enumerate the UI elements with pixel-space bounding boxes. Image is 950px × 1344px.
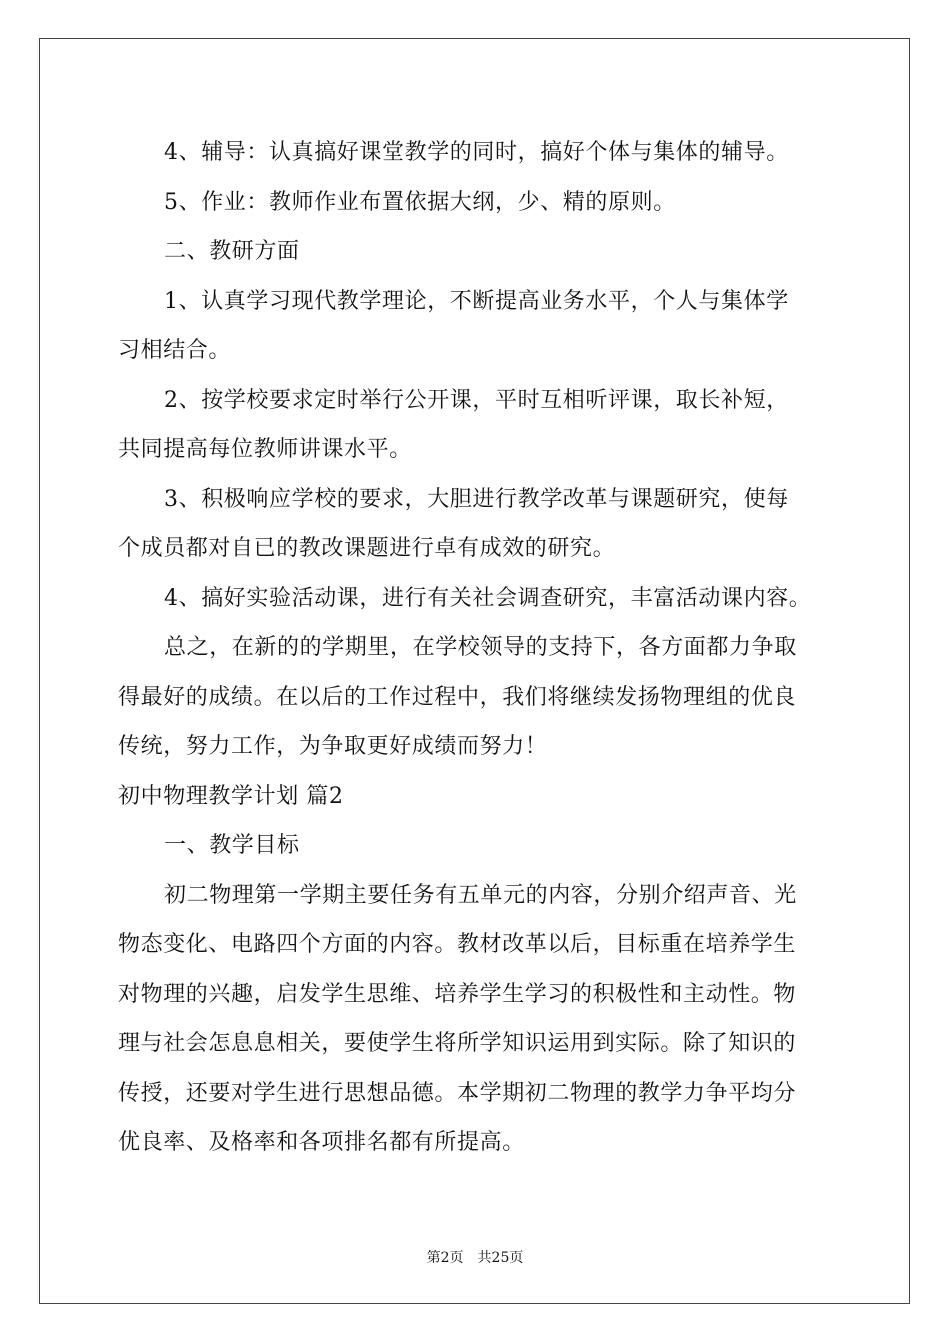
page-number: 第2页 共25页 <box>426 1250 524 1266</box>
paragraph-line: 4、辅导：认真搞好课堂教学的同时，搞好个体与集体的辅导。 <box>164 140 789 165</box>
document-body <box>118 128 834 1168</box>
paragraph-line: 习相结合。 <box>118 338 232 363</box>
paragraph-line: 4、搞好实验活动课，进行有关社会调查研究，丰富活动课内容。 <box>164 585 812 611</box>
paragraph-line: 总之，在新的的学期里，在学校领导的支持下，各方面都力争取 <box>164 635 797 660</box>
paragraph-line: 5、作业：教师作业布置依据大纲，少、精的原则。 <box>164 189 676 215</box>
paragraph-line: 初二物理第一学期主要任务有五单元的内容，分别介绍声音、光 <box>164 882 797 908</box>
section-heading: 一、教学目标 <box>164 833 300 858</box>
paragraph-line: 得最好的成绩。在以后的工作过程中，我们将继续发扬物理组的优良 <box>118 684 797 710</box>
paragraph-line: 传授，还要对学生进行思想品德。本学期初二物理的教学力争平均分 <box>118 1080 797 1106</box>
paragraph-line: 优良率、及格率和各项排名都有所提高。 <box>118 1130 525 1155</box>
paragraph-line: 共同提高每位教师讲课水平。 <box>118 437 412 462</box>
paragraph-line: 2、按学校要求定时举行公开课，平时互相听评课，取长补短， <box>164 387 789 413</box>
paragraph-line: 物态变化、电路四个方面的内容。教材改革以后，目标重在培养学生 <box>118 932 797 957</box>
paragraph-line: 对物理的兴趣，启发学生思维、培养学生学习的积极性和主动性。物 <box>118 981 797 1007</box>
section-heading: 二、教研方面 <box>164 239 300 264</box>
paragraph-line: 理与社会怎息息相关，要使学生将所学知识运用到实际。除了知识的 <box>118 1031 797 1056</box>
paragraph-line: 3、积极响应学校的要求，大胆进行教学改革与课题研究，使每 <box>164 486 789 512</box>
paragraph-line: 传统，努力工作，为争取更好成绩而努力！ <box>118 734 548 759</box>
document-title: 初中物理教学计划 篇2 <box>118 783 344 809</box>
paragraph-line: 个成员都对自已的教改课题进行卓有成效的研究。 <box>118 536 616 561</box>
paragraph-line: 1、认真学习现代教学理论，不断提高业务水平，个人与集体学 <box>164 288 789 314</box>
